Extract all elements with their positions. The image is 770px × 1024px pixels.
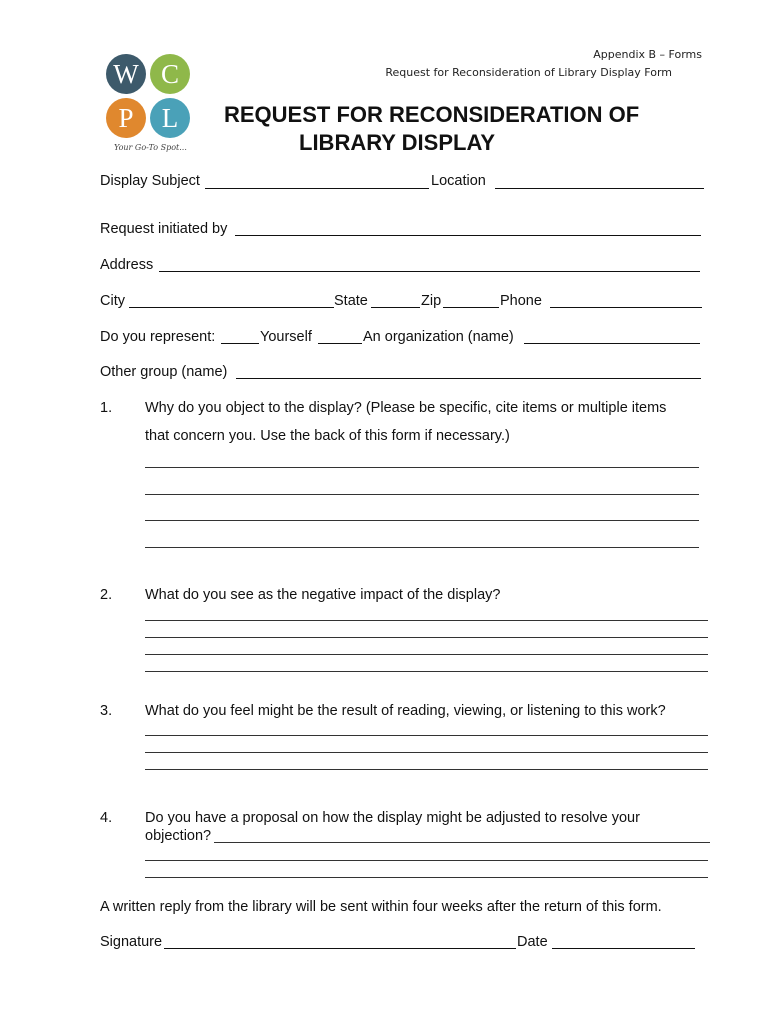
answer-1-line[interactable] (145, 494, 699, 495)
location-line[interactable] (495, 188, 704, 189)
address-line[interactable] (159, 271, 700, 272)
question-1-line2: that concern you. Use the back of this form if necessary.) (145, 428, 510, 444)
other-group-line[interactable] (236, 378, 701, 379)
state-line[interactable] (371, 307, 420, 308)
question-2-line1: What do you see as the negative impact of the display? (145, 587, 501, 603)
question-4-line2: objection? (145, 828, 212, 844)
organization-name-line[interactable] (524, 343, 700, 344)
organization-label: An organization (name) (363, 329, 514, 345)
represent-label: Do you represent: (100, 329, 216, 345)
answer-3-line[interactable] (145, 752, 708, 753)
display-subject-line[interactable] (205, 188, 429, 189)
answer-2-line[interactable] (145, 654, 708, 655)
city-label: City (100, 293, 125, 309)
question-3-line1: What do you feel might be the result of reading, viewing, or listening to this work? (145, 703, 666, 719)
zip-line[interactable] (443, 307, 499, 308)
phone-line[interactable] (550, 307, 702, 308)
address-label: Address (100, 257, 154, 273)
signature-label: Signature (100, 934, 163, 950)
answer-2-line[interactable] (145, 637, 708, 638)
answer-1-line[interactable] (145, 520, 699, 521)
logo-letter-l: L (150, 98, 190, 138)
question-4-number: 4. (100, 810, 113, 826)
appendix-label: Appendix B – Forms (593, 48, 702, 61)
city-line[interactable] (129, 307, 334, 308)
question-3-number: 3. (100, 703, 113, 719)
signature-line[interactable] (164, 948, 516, 949)
logo-letter-c: C (150, 54, 190, 94)
reply-note: A written reply from the library will be sent within four weeks after the return of this form. (100, 899, 662, 915)
logo-letter-w: W (106, 54, 146, 94)
answer-2-line[interactable] (145, 620, 708, 621)
form-title-line1: REQUEST FOR RECONSIDERATION OF (224, 102, 640, 127)
yourself-label: Yourself (260, 329, 312, 345)
request-initiated-line[interactable] (235, 235, 701, 236)
organization-check-line[interactable] (318, 343, 362, 344)
form-title-line2: LIBRARY DISPLAY (299, 130, 496, 155)
zip-label: Zip (421, 293, 442, 309)
answer-1-line[interactable] (145, 467, 699, 468)
logo-tagline: Your Go-To Spot... (114, 143, 187, 152)
date-label: Date (517, 934, 548, 950)
question-1-line1: Why do you object to the display? (Please be specific, cite items or multiple items (145, 400, 667, 416)
answer-4-line[interactable] (214, 842, 710, 843)
logo-letter-p: P (106, 98, 146, 138)
location-label: Location (431, 173, 486, 189)
question-4-line1: Do you have a proposal on how the display might be adjusted to resolve your (145, 810, 640, 826)
answer-3-line[interactable] (145, 769, 708, 770)
question-2-number: 2. (100, 587, 113, 603)
form-subtitle: Request for Reconsideration of Library Display Form (385, 66, 672, 79)
answer-4-line[interactable] (145, 877, 708, 878)
wcpl-logo (104, 52, 196, 162)
answer-4-line[interactable] (145, 860, 708, 861)
yourself-line[interactable] (221, 343, 259, 344)
answer-2-line[interactable] (145, 671, 708, 672)
question-1-number: 1. (100, 400, 113, 416)
phone-label: Phone (500, 293, 542, 309)
answer-3-line[interactable] (145, 735, 708, 736)
display-subject-label: Display Subject (100, 173, 200, 189)
date-line[interactable] (552, 948, 695, 949)
state-label: State (334, 293, 368, 309)
other-group-label: Other group (name) (100, 364, 228, 380)
request-initiated-label: Request initiated by (100, 221, 228, 237)
answer-1-line[interactable] (145, 547, 699, 548)
